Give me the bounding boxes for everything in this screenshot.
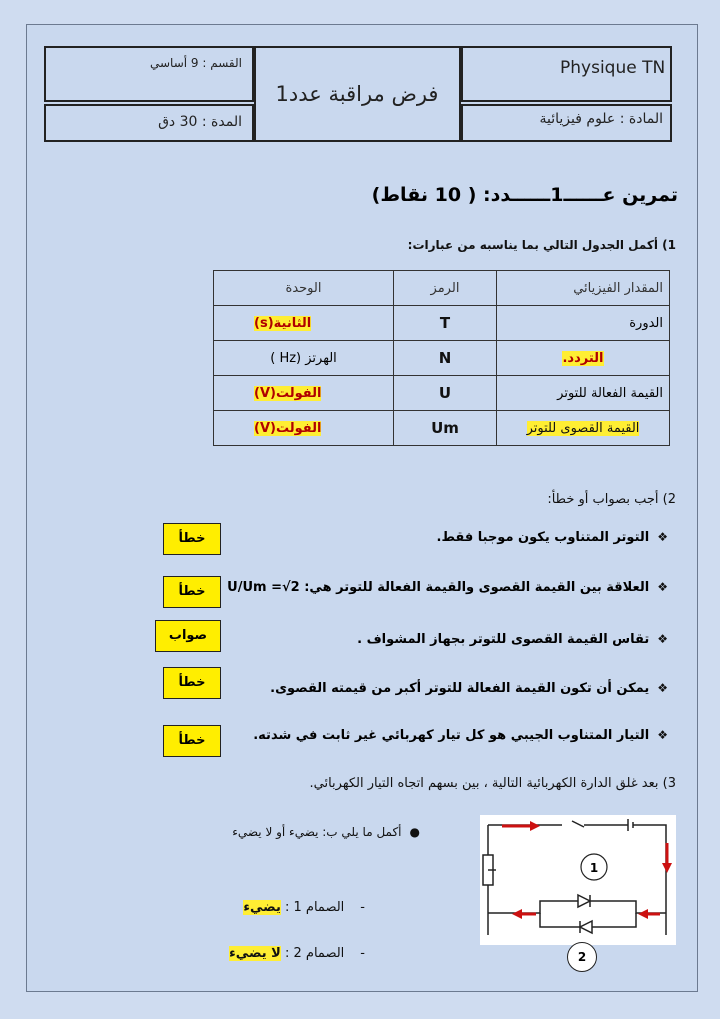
unit-answer: الفولت(V) bbox=[254, 385, 322, 401]
cell-quantity bbox=[497, 341, 670, 376]
diode-2-icon bbox=[580, 921, 592, 933]
answer-box[interactable]: خطأ bbox=[163, 576, 221, 608]
wire bbox=[633, 825, 666, 935]
diamond-bullet-icon: ❖ bbox=[657, 580, 668, 594]
diamond-bullet-icon: ❖ bbox=[657, 530, 668, 544]
cell-quantity bbox=[497, 306, 670, 341]
brand-label: Physique TN bbox=[560, 58, 666, 78]
statement-1 bbox=[437, 530, 669, 545]
statement-text: العلاقة بين القيمة القصوى والقيمة الفعالة للتوتر هي: U/Um =√2 bbox=[227, 580, 650, 595]
statement-text: التيار المتناوب الجيبي هو كل تيار كهربائي غير ثابت في شدته. bbox=[253, 728, 650, 743]
arrow-head-icon bbox=[662, 863, 672, 873]
unit-answer: الثانية(s) bbox=[254, 315, 312, 331]
exam-title: فرض مراقبة عدد1 bbox=[275, 82, 439, 106]
lamp-1-answer: يضيء bbox=[243, 900, 281, 915]
lamp-2-label: الصمام 2 : bbox=[284, 946, 345, 961]
statement-text: يمكن أن تكون القيمة الفعالة للتوتر أكبر من قيمته القصوى. bbox=[270, 681, 650, 696]
header-unit: الوحدة bbox=[214, 271, 394, 306]
cell-unit bbox=[214, 341, 394, 376]
bullet-dot-icon: ● bbox=[409, 825, 420, 839]
header-symbol: الرمز bbox=[394, 271, 497, 306]
statement-5 bbox=[253, 728, 668, 743]
unit-answer: الفولت(V) bbox=[254, 420, 322, 436]
cell-quantity bbox=[497, 411, 670, 446]
statement-3 bbox=[357, 632, 668, 647]
arrow-head-icon bbox=[512, 909, 522, 919]
switch-icon bbox=[572, 821, 584, 827]
answer-box[interactable]: خطأ bbox=[163, 725, 221, 757]
answer-box[interactable]: صواب bbox=[155, 620, 221, 652]
arrow-head-icon bbox=[530, 821, 540, 831]
question-3-bullet: ●أكمل ما يلي ب: يضيء أو لا يضيء bbox=[232, 825, 420, 839]
table-row bbox=[214, 376, 670, 411]
lamp-1-line bbox=[243, 900, 365, 915]
question-2: 2) أجب بصواب أو خطأ: bbox=[547, 492, 676, 507]
diode-2-marker: 2 bbox=[567, 942, 597, 972]
cell-symbol: N bbox=[394, 341, 497, 376]
cell-unit bbox=[214, 411, 394, 446]
cell-symbol: T bbox=[394, 306, 497, 341]
lamp-2-answer: لا يضيء bbox=[229, 946, 281, 961]
header-quantity: المقدار الفيزيائي bbox=[497, 271, 670, 306]
cell-unit bbox=[214, 376, 394, 411]
cell-unit bbox=[214, 306, 394, 341]
table-header-row bbox=[214, 271, 670, 306]
lamp-1-label: الصمام 1 : bbox=[284, 900, 345, 915]
statement-text: التوتر المتناوب يكون موجبا فقط. bbox=[436, 530, 650, 545]
circuit-diagram bbox=[480, 815, 676, 945]
cell-quantity bbox=[497, 376, 670, 411]
table-row bbox=[214, 306, 670, 341]
diamond-bullet-icon: ❖ bbox=[657, 681, 668, 695]
circuit-svg bbox=[480, 815, 676, 945]
diode-1-number: 1 bbox=[589, 861, 599, 875]
wire bbox=[488, 901, 666, 913]
answer-box[interactable]: خطأ bbox=[163, 523, 221, 555]
unit-text: الهرتز (Hz ) bbox=[270, 350, 337, 366]
lamp-2-line bbox=[229, 946, 365, 961]
quantity-text: القيمة الفعالة للتوتر bbox=[557, 385, 663, 401]
statement-4 bbox=[270, 681, 668, 696]
cell-symbol: Um bbox=[394, 411, 497, 446]
exercise-title: تمرين عــــــ1ــــــدد: ( 10 نقاط) bbox=[371, 184, 678, 206]
answer-box[interactable]: خطأ bbox=[163, 667, 221, 699]
diode-1-icon bbox=[578, 895, 590, 907]
table-row bbox=[214, 341, 670, 376]
class-label: القسم : 9 أساسي bbox=[150, 56, 242, 70]
statement-2 bbox=[227, 580, 668, 595]
question-1: 1) أكمل الجدول التالي بما يناسبه من عبارات: bbox=[407, 238, 676, 252]
quantity-text: الدورة bbox=[629, 315, 663, 331]
table-row bbox=[214, 411, 670, 446]
quantity-answer: التردد. bbox=[562, 350, 604, 366]
cell-symbol: U bbox=[394, 376, 497, 411]
statement-text: تقاس القيمة القصوى للتوتر بجهاز المشواف . bbox=[357, 632, 650, 647]
dash-icon: - bbox=[360, 946, 365, 961]
duration-label: المدة : 30 دق bbox=[158, 114, 242, 130]
diamond-bullet-icon: ❖ bbox=[657, 728, 668, 742]
subject-label: المادة : علوم فيزيائية bbox=[539, 111, 663, 127]
quantity-answer: القيمة القصوى للتوتر bbox=[526, 420, 640, 436]
header-class-box bbox=[44, 46, 254, 102]
battery-icon bbox=[628, 819, 633, 831]
dash-icon: - bbox=[360, 900, 365, 915]
diamond-bullet-icon: ❖ bbox=[657, 632, 668, 646]
question-3: 3) بعد غلق الدارة الكهربائية التالية ، بين بسهم اتجاه التيار الكهربائي. bbox=[309, 776, 676, 791]
arrow-head-icon bbox=[638, 909, 648, 919]
quantities-table bbox=[213, 270, 670, 446]
